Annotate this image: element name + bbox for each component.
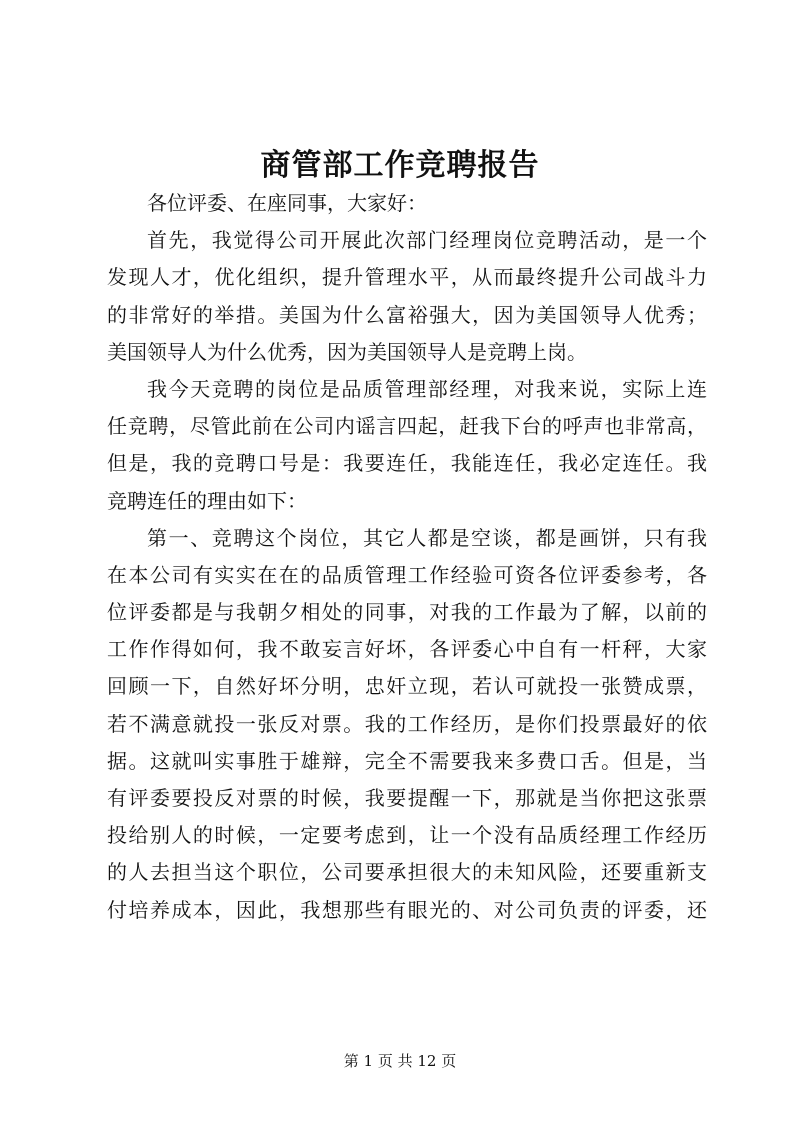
- text-line-salutation: 各位评委、在座同事，大家好：: [147, 191, 427, 215]
- text-line: 任竞聘，尽管此前在公司内谣言四起，赶我下台的呼声也非常高，: [107, 414, 707, 439]
- text-line: 的非常好的举措。美国为什么富裕强大，因为美国领导人优秀；: [107, 302, 707, 327]
- text-line: 我今天竞聘的岗位是品质管理部经理，对我来说，实际上连: [147, 376, 707, 401]
- text-line: 回顾一下，自然好坏分明，忠奸立现，若认可就投一张赞成票，: [107, 674, 707, 699]
- text-line: 第一、竞聘这个岗位，其它人都是空谈，都是画饼，只有我: [147, 525, 707, 550]
- page-number-footer: 第 1 页 共 12 页: [343, 1052, 457, 1070]
- document-title: 商管部工作竞聘报告: [260, 148, 540, 183]
- text-line: 美国领导人为什么优秀，因为美国领导人是竞聘上岗。: [107, 339, 587, 364]
- text-line: 首先，我觉得公司开展此次部门经理岗位竞聘活动，是一个: [147, 228, 707, 253]
- text-line: 在本公司有实实在在的品质管理工作经验可资各位评委参考，各: [107, 562, 707, 587]
- text-line: 工作作得如何，我不敢妄言好坏，各评委心中自有一杆秤，大家: [107, 637, 707, 662]
- document-body: [107, 185, 707, 929]
- text-line: 竞聘连任的理由如下：: [107, 488, 307, 513]
- text-line: 但是，我的竞聘口号是：我要连任，我能连任，我必定连任。我: [107, 451, 707, 476]
- text-line: 发现人才，优化组织，提升管理水平，从而最终提升公司战斗力: [107, 265, 707, 290]
- text-line: 有评委要投反对票的时候，我要提醒一下，那就是当你把这张票: [107, 786, 707, 810]
- text-line: 据。这就叫实事胜于雄辩，完全不需要我来多费口舌。但是，当: [107, 748, 707, 773]
- text-line: 的人去担当这个职位，公司要承担很大的未知风险，还要重新支: [107, 860, 707, 885]
- text-line: 位评委都是与我朝夕相处的同事，对我的工作最为了解，以前的: [107, 600, 707, 625]
- text-line: 投给别人的时候，一定要考虑到，让一个没有品质经理工作经历: [107, 823, 707, 848]
- text-line: 付培养成本，因此，我想那些有眼光的、对公司负责的评委，还: [107, 897, 707, 922]
- text-line: 若不满意就投一张反对票。我的工作经历，是你们投票最好的依: [107, 711, 707, 736]
